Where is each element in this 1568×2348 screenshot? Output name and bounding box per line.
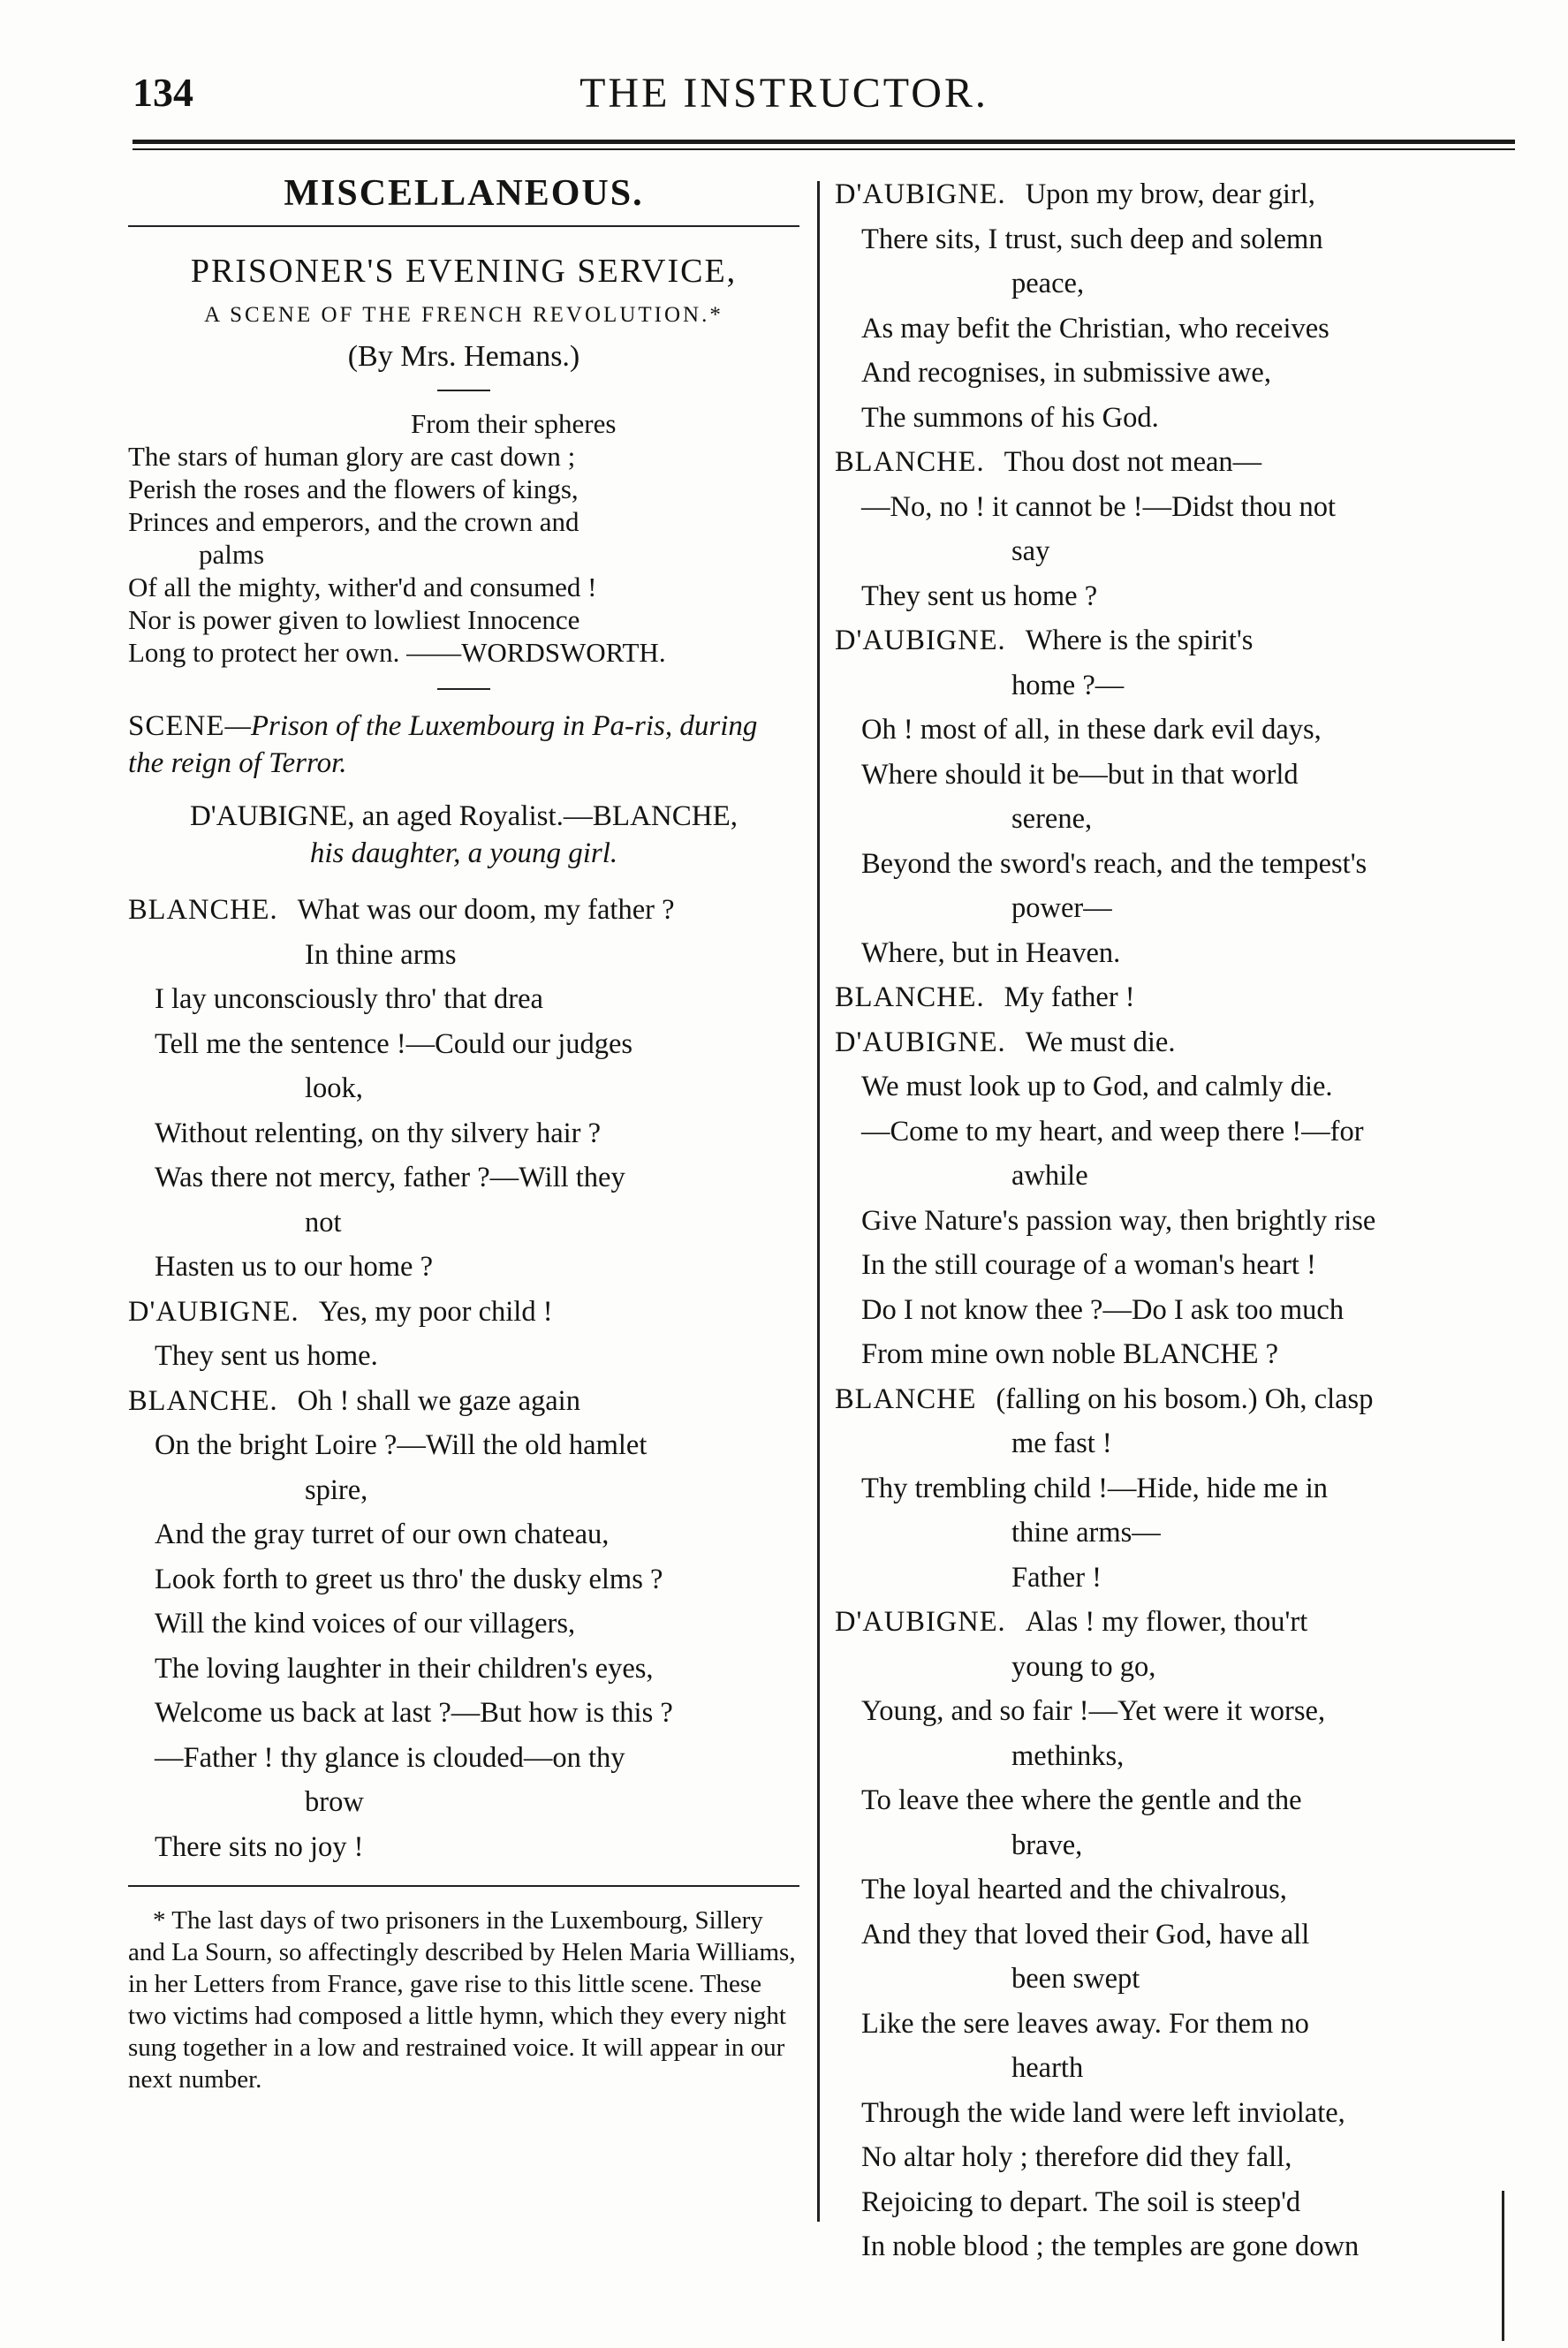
poem-title: PRISONER'S EVENING SERVICE, (190, 253, 738, 290)
verse-line (835, 307, 1515, 352)
verse-line (835, 1377, 1515, 1422)
short-rule (437, 688, 490, 690)
verse-line (835, 1288, 1515, 1333)
verse-line (128, 1290, 799, 1335)
verse-text: As may befit the Christian, who receives (861, 312, 1329, 345)
verse-text: Young, and so fair !—Yet were it worse, (861, 1695, 1326, 1727)
verse-text: Welcome us back at last ?—But how is this ? (155, 1697, 673, 1729)
verse-line (128, 1155, 799, 1201)
verse-line (835, 2135, 1515, 2180)
verse-text: In thine arms (305, 938, 457, 971)
speaker-name: BLANCHE. (128, 1384, 278, 1417)
verse-line (835, 1064, 1515, 1110)
verse-text: From mine own noble BLANCHE ? (861, 1338, 1279, 1370)
verse-line (835, 529, 1515, 574)
speaker-name: D'AUBIGNE. (835, 1606, 1006, 1638)
page-number: 134 (133, 70, 193, 115)
verse-line (835, 1912, 1515, 1958)
epigraph-line: The stars of human glory are cast down ; (128, 441, 576, 472)
verse-line (128, 1825, 799, 1870)
verse-text: Beyond the sword's reach, and the tempest's (861, 847, 1367, 880)
verse-line (835, 1734, 1515, 1779)
verse-line (128, 933, 799, 978)
verse-text: —No, no ! it cannot be !—Didst thou not (861, 490, 1337, 523)
verse-line (128, 1022, 799, 1067)
verse-text: Tell me the sentence !—Could our judges (155, 1027, 633, 1060)
verse-text: The loving laughter in their children's eyes, (155, 1652, 654, 1685)
verse-text: thine arms— (1011, 1517, 1161, 1549)
verse-line (835, 1243, 1515, 1288)
verse-line (835, 1867, 1515, 1912)
verse-text: Do I not know thee ?—Do I ask too much (861, 1293, 1345, 1326)
epigraph-line: Long to protect her own. ——WORDSWORTH. (128, 637, 666, 668)
verse-text: We must die. (1025, 1026, 1176, 1058)
epigraph (128, 407, 799, 669)
verse-text: (falling on his bosom.) Oh, clasp (996, 1382, 1374, 1415)
verse-line (835, 1199, 1515, 1244)
verse-text: me fast ! (1011, 1428, 1112, 1459)
verse-line (128, 1423, 799, 1468)
verse-text: power— (1011, 892, 1112, 924)
left-column (128, 172, 799, 2095)
verse-text: Alas ! my flower, thou'rt (1025, 1606, 1308, 1638)
verse-text: Where should it be—but in that world (861, 758, 1299, 791)
verse-text: methinks, (1011, 1739, 1125, 1772)
epigraph-line: palms (199, 539, 265, 570)
verse-text: not (305, 1206, 342, 1238)
verse-line (128, 1245, 799, 1290)
verse-text: Oh ! most of all, in these dark evil days, (861, 714, 1322, 746)
verse-text: There sits, I trust, such deep and solemn (861, 223, 1323, 255)
verse-line (835, 1154, 1515, 1199)
verse-text: —Come to my heart, and weep there !—for (861, 1115, 1364, 1147)
verse-line (835, 975, 1515, 1020)
verse-line (128, 1066, 799, 1111)
verse-text: No altar holy ; therefore did they fall, (861, 2141, 1292, 2173)
speaker-name: BLANCHE (835, 1382, 977, 1415)
speaker-name: D'AUBIGNE. (128, 1295, 299, 1328)
verse-text: I lay unconsciously thro' that drea (155, 983, 543, 1015)
verse-line (835, 1020, 1515, 1065)
verse-text: Hasten us to our home ? (155, 1251, 434, 1283)
verse-text: hearth (1011, 2052, 1084, 2084)
verse-text: Yes, my poor child ! (318, 1295, 553, 1328)
characters-line-1: D'AUBIGNE, an aged Royalist.—BLANCHE, (189, 800, 739, 832)
verse-text: home ?— (1011, 669, 1125, 701)
verse-line (835, 1466, 1515, 1511)
verse-line (835, 2224, 1515, 2269)
right-dialogue (835, 172, 1515, 2269)
verse-text: Father ! (1011, 1561, 1102, 1594)
verse-line (835, 217, 1515, 262)
verse-line (835, 618, 1515, 663)
verse-text: —Father ! thy glance is clouded—on thy (155, 1741, 625, 1774)
verse-line (128, 1691, 799, 1736)
verse-line (128, 1111, 799, 1156)
verse-text: They sent us home ? (861, 579, 1098, 612)
verse-text: Like the sere leaves away. For them no (861, 2007, 1309, 2040)
epigraph-line: Princes and emperors, and the crown and (128, 506, 579, 537)
character-list (128, 798, 799, 872)
verse-line (835, 351, 1515, 396)
verse-line (835, 1957, 1515, 2002)
verse-text: Where, but in Heaven. (861, 936, 1121, 969)
left-dialogue (128, 888, 799, 1869)
verse-text: say (1011, 535, 1050, 567)
verse-text: Upon my brow, dear girl, (1025, 178, 1315, 210)
verse-text: brave, (1011, 1829, 1083, 1861)
header-rule-thick (133, 140, 1515, 144)
verse-line (835, 1332, 1515, 1377)
epigraph-line: Perish the roses and the flowers of kings, (128, 473, 579, 504)
verse-text: Through the wide land were left inviolate, (861, 2096, 1345, 2129)
scene-direction (128, 708, 799, 782)
verse-text: And the gray turret of our own chateau, (155, 1519, 610, 1550)
verse-line (835, 485, 1515, 530)
verse-line (835, 1823, 1515, 1868)
verse-text: Give Nature's passion way, then brightly rise (861, 1204, 1376, 1237)
verse-line (835, 1110, 1515, 1155)
verse-line (835, 797, 1515, 842)
verse-line (835, 2180, 1515, 2225)
verse-line (128, 1647, 799, 1692)
verse-line (835, 261, 1515, 307)
speaker-name: BLANCHE. (128, 894, 278, 926)
footnote: * The last days of two prisoners in the Luxembourg, Sillery and La Sourn, so affectingly described by Helen Maria Williams, in her Letters from France, gave rise to this little scene. These two victims had composed a little hymn, which they every night sung together in a low and restrained voice. It will appear in our next number. (128, 1906, 796, 2094)
verse-text: Thou dost not mean— (1004, 446, 1262, 478)
verse-line (128, 1602, 799, 1647)
verse-line (128, 1780, 799, 1825)
speaker-name: D'AUBIGNE. (835, 625, 1006, 656)
speaker-name: D'AUBIGNE. (835, 1026, 1006, 1058)
verse-text: look, (305, 1072, 363, 1104)
verse-text: Look forth to greet us thro' the dusky elms ? (155, 1563, 663, 1595)
verse-text: spire, (305, 1473, 368, 1506)
verse-line (835, 931, 1515, 976)
header-rule-thin (133, 148, 1515, 150)
poem-byline: (By Mrs. Hemans.) (347, 340, 580, 373)
verse-line (128, 1512, 799, 1557)
verse-line (835, 440, 1515, 485)
verse-line (835, 396, 1515, 441)
verse-text: been swept (1011, 1963, 1140, 1995)
column-divider (817, 181, 820, 2222)
verse-text: Was there not mercy, father ?—Will they (155, 1162, 625, 1193)
verse-line (835, 663, 1515, 708)
epigraph-line: Nor is power given to lowliest Innocence (128, 604, 580, 635)
verse-text: They sent us home. (155, 1340, 378, 1372)
verse-line (835, 2002, 1515, 2047)
verse-line (835, 172, 1515, 217)
verse-text: Rejoicing to depart. The soil is steep'd (861, 2185, 1301, 2218)
verse-text: The loyal hearted and the chivalrous, (861, 1874, 1287, 1905)
verse-text: Will the kind voices of our villagers, (155, 1608, 576, 1640)
verse-line (835, 574, 1515, 619)
verse-line (835, 1778, 1515, 1823)
verse-text: To leave thee where the gentle and the (861, 1784, 1302, 1816)
verse-line (128, 1334, 799, 1379)
verse-text: In noble blood ; the temples are gone down (861, 2231, 1360, 2262)
verse-text: The summons of his God. (861, 401, 1159, 434)
section-rule (128, 225, 799, 227)
verse-line (835, 886, 1515, 931)
poem-subtitle: A SCENE OF THE FRENCH REVOLUTION.* (204, 303, 723, 327)
verse-text: And they that loved their God, have all (861, 1918, 1310, 1950)
verse-line (128, 977, 799, 1022)
verse-text: Thy trembling child !—Hide, hide me in (861, 1472, 1329, 1504)
speaker-name: BLANCHE. (835, 981, 985, 1013)
verse-text: brow (305, 1786, 364, 1818)
verse-text: Without relenting, on thy silvery hair ? (155, 1117, 602, 1149)
speaker-name: D'AUBIGNE. (835, 178, 1006, 210)
verse-line (835, 1421, 1515, 1466)
verse-line (835, 2091, 1515, 2136)
scene-text: —Prison of the Luxembourg in Pa-ris, during the reign of Terror. (128, 710, 758, 779)
verse-line (128, 1557, 799, 1602)
verse-line (835, 1600, 1515, 1645)
verse-text: And recognises, in submissive awe, (861, 357, 1271, 389)
section-heading: MISCELLANEOUS. (284, 173, 644, 214)
short-rule (437, 390, 490, 391)
verse-line (835, 1511, 1515, 1556)
verse-line (128, 888, 799, 933)
verse-line (835, 1556, 1515, 1601)
verse-text: serene, (1011, 803, 1093, 835)
verse-text: My father ! (1004, 981, 1135, 1013)
verse-line (835, 2046, 1515, 2091)
verse-text: young to go, (1011, 1650, 1156, 1683)
epigraph-line: Of all the mighty, wither'd and consumed ! (128, 572, 597, 602)
running-title: THE INSTRUCTOR. (579, 70, 989, 117)
verse-line (835, 753, 1515, 798)
verse-line (835, 842, 1515, 887)
epigraph-line: From their spheres (411, 408, 617, 439)
verse-text: What was our doom, my father ? (297, 894, 675, 926)
verse-line (128, 1736, 799, 1781)
characters-line-2: his daughter, a young girl. (309, 837, 618, 869)
verse-line (835, 1689, 1515, 1734)
verse-text: There sits no joy ! (155, 1830, 364, 1863)
verse-line (128, 1379, 799, 1424)
verse-text: awhile (1011, 1160, 1088, 1192)
verse-line (128, 1201, 799, 1246)
right-column (835, 172, 1515, 2269)
scene-label: SCENE (128, 710, 225, 742)
verse-text: Oh ! shall we gaze again (297, 1384, 580, 1417)
verse-text: We must look up to God, and calmly die. (861, 1071, 1333, 1102)
verse-line (128, 1468, 799, 1513)
verse-line (835, 708, 1515, 753)
verse-line (835, 1645, 1515, 1690)
verse-text: Where is the spirit's (1025, 625, 1254, 656)
speaker-name: BLANCHE. (835, 446, 985, 478)
verse-text: On the bright Loire ?—Will the old hamlet (155, 1429, 648, 1461)
verse-text: peace, (1011, 268, 1085, 299)
footnote-rule (128, 1885, 799, 1887)
verse-text: In the still courage of a woman's heart ! (861, 1249, 1316, 1281)
